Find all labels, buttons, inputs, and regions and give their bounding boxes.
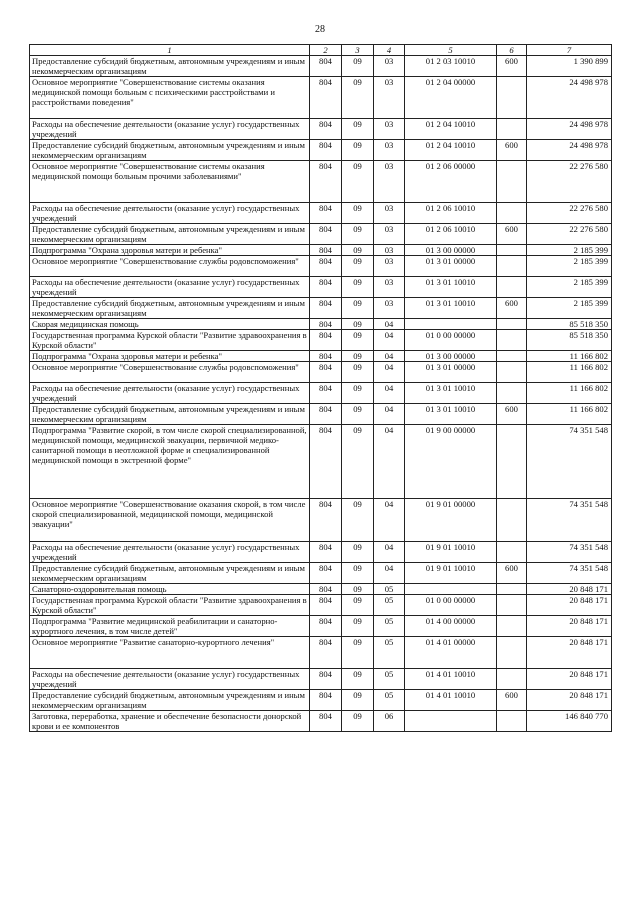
- table-row: [30, 542, 612, 563]
- row-target-article: 01 2 03 10010: [405, 56, 497, 77]
- row-expense-type: 600: [497, 140, 527, 161]
- row-description: Государственная программа Курской области "Развитие здравоохранения в Курской области": [30, 330, 310, 351]
- row-expense-type: 600: [497, 404, 527, 425]
- table-row: [30, 499, 612, 542]
- row-expense-type: 600: [497, 298, 527, 319]
- row-description: Предоставление субсидий бюджетным, автономным учреждениям и иным некоммерческим организациям: [30, 140, 310, 161]
- table-row: [30, 616, 612, 637]
- row-expense-type: [497, 319, 527, 330]
- row-code-subsection: 04: [374, 383, 405, 404]
- table-row: [30, 690, 612, 711]
- row-code-section: 09: [342, 119, 374, 140]
- row-expense-type: [497, 256, 527, 277]
- row-target-article: 01 3 00 00000: [405, 351, 497, 362]
- row-amount: 22 276 580: [527, 161, 612, 203]
- row-expense-type: [497, 542, 527, 563]
- row-code-department: 804: [310, 425, 342, 499]
- row-target-article: 01 4 01 10010: [405, 690, 497, 711]
- row-amount: 20 848 171: [527, 595, 612, 616]
- row-amount: 74 351 548: [527, 563, 612, 584]
- table-row: [30, 319, 612, 330]
- row-code-department: 804: [310, 298, 342, 319]
- row-amount: 1 390 899: [527, 56, 612, 77]
- table-row: [30, 351, 612, 362]
- table-row: [30, 637, 612, 669]
- row-amount: 24 498 978: [527, 77, 612, 119]
- table-row: [30, 140, 612, 161]
- row-target-article: 01 2 04 10010: [405, 140, 497, 161]
- row-description: Расходы на обеспечение деятельности (оказание услуг) государственных учреждений: [30, 383, 310, 404]
- row-code-department: 804: [310, 563, 342, 584]
- row-code-section: 09: [342, 319, 374, 330]
- row-expense-type: [497, 383, 527, 404]
- row-code-department: 804: [310, 616, 342, 637]
- row-description: Санаторно-оздоровительная помощь: [30, 584, 310, 595]
- row-code-department: 804: [310, 351, 342, 362]
- row-code-subsection: 05: [374, 637, 405, 669]
- table-row: [30, 595, 612, 616]
- row-code-department: 804: [310, 637, 342, 669]
- row-code-subsection: 03: [374, 56, 405, 77]
- table-row: [30, 330, 612, 351]
- table-row: [30, 56, 612, 77]
- row-amount: 2 185 399: [527, 298, 612, 319]
- row-code-section: 09: [342, 77, 374, 119]
- table-row: [30, 711, 612, 732]
- table-row: [30, 584, 612, 595]
- row-amount: 2 185 399: [527, 245, 612, 256]
- table-row: [30, 256, 612, 277]
- table-row: [30, 161, 612, 203]
- row-code-subsection: 05: [374, 584, 405, 595]
- column-header-5: 5: [405, 45, 497, 56]
- table-row: [30, 224, 612, 245]
- row-code-subsection: 04: [374, 362, 405, 383]
- row-code-department: 804: [310, 256, 342, 277]
- row-code-section: 09: [342, 616, 374, 637]
- row-code-subsection: 05: [374, 595, 405, 616]
- row-code-department: 804: [310, 595, 342, 616]
- row-expense-type: [497, 77, 527, 119]
- row-expense-type: [497, 595, 527, 616]
- row-code-department: 804: [310, 319, 342, 330]
- row-target-article: 01 4 01 00000: [405, 637, 497, 669]
- row-amount: 20 848 171: [527, 616, 612, 637]
- row-target-article: 01 3 01 10010: [405, 404, 497, 425]
- row-target-article: 01 2 06 00000: [405, 161, 497, 203]
- row-expense-type: [497, 637, 527, 669]
- row-code-department: 804: [310, 277, 342, 298]
- column-header-4: 4: [374, 45, 405, 56]
- row-target-article: 01 2 06 10010: [405, 203, 497, 224]
- row-amount: 24 498 978: [527, 140, 612, 161]
- row-description: Предоставление субсидий бюджетным, автономным учреждениям и иным некоммерческим организациям: [30, 298, 310, 319]
- row-description: Предоставление субсидий бюджетным, автономным учреждениям и иным некоммерческим организациям: [30, 690, 310, 711]
- row-code-department: 804: [310, 362, 342, 383]
- row-code-subsection: 03: [374, 203, 405, 224]
- table-row: [30, 119, 612, 140]
- row-code-subsection: 04: [374, 404, 405, 425]
- row-description: Основное мероприятие "Совершенствование системы оказания медицинской помощи больным прочими заболеваниями": [30, 161, 310, 203]
- row-target-article: 01 2 04 00000: [405, 77, 497, 119]
- row-amount: 22 276 580: [527, 203, 612, 224]
- row-target-article: 01 9 01 00000: [405, 499, 497, 542]
- row-amount: 20 848 171: [527, 669, 612, 690]
- row-description: Предоставление субсидий бюджетным, автономным учреждениям и иным некоммерческим организациям: [30, 404, 310, 425]
- row-code-section: 09: [342, 584, 374, 595]
- row-amount: 11 166 802: [527, 383, 612, 404]
- row-code-section: 09: [342, 690, 374, 711]
- row-target-article: 01 3 01 10010: [405, 383, 497, 404]
- row-expense-type: [497, 245, 527, 256]
- row-code-department: 804: [310, 77, 342, 119]
- row-expense-type: 600: [497, 563, 527, 584]
- row-code-department: 804: [310, 245, 342, 256]
- row-description: Расходы на обеспечение деятельности (оказание услуг) государственных учреждений: [30, 542, 310, 563]
- row-description: Предоставление субсидий бюджетным, автономным учреждениям и иным некоммерческим организациям: [30, 224, 310, 245]
- row-expense-type: [497, 616, 527, 637]
- row-code-subsection: 03: [374, 140, 405, 161]
- row-code-subsection: 03: [374, 298, 405, 319]
- row-code-subsection: 03: [374, 256, 405, 277]
- row-code-section: 09: [342, 425, 374, 499]
- row-code-subsection: 04: [374, 425, 405, 499]
- table-row: [30, 404, 612, 425]
- table-row: [30, 362, 612, 383]
- row-code-section: 09: [342, 298, 374, 319]
- row-code-subsection: 03: [374, 161, 405, 203]
- row-description: Предоставление субсидий бюджетным, автономным учреждениям и иным некоммерческим организациям: [30, 563, 310, 584]
- row-description: Подпрограмма "Развитие скорой, в том числе скорой специализированной, медицинской помощи, медицинской эвакуации, первичной медико-санитарной помощи в неотложной форме и специализированной медицинской помощи в экстренной форме": [30, 425, 310, 499]
- row-amount: 85 518 350: [527, 330, 612, 351]
- row-code-department: 804: [310, 56, 342, 77]
- row-code-department: 804: [310, 584, 342, 595]
- column-header-6: 6: [497, 45, 527, 56]
- row-code-subsection: 05: [374, 616, 405, 637]
- row-amount: 74 351 548: [527, 425, 612, 499]
- row-code-department: 804: [310, 711, 342, 732]
- row-code-section: 09: [342, 330, 374, 351]
- row-code-department: 804: [310, 203, 342, 224]
- row-target-article: 01 4 01 10010: [405, 669, 497, 690]
- row-target-article: 01 4 00 00000: [405, 616, 497, 637]
- row-amount: 85 518 350: [527, 319, 612, 330]
- row-code-subsection: 05: [374, 669, 405, 690]
- row-amount: 74 351 548: [527, 542, 612, 563]
- column-header-2: 2: [310, 45, 342, 56]
- row-expense-type: [497, 584, 527, 595]
- row-code-section: 09: [342, 56, 374, 77]
- page-number: 28: [315, 24, 325, 35]
- row-code-subsection: 03: [374, 119, 405, 140]
- row-expense-type: [497, 119, 527, 140]
- row-code-subsection: 03: [374, 77, 405, 119]
- row-description: Подпрограмма "Охрана здоровья матери и ребенка": [30, 351, 310, 362]
- row-description: Скорая медицинская помощь: [30, 319, 310, 330]
- row-code-department: 804: [310, 224, 342, 245]
- row-code-department: 804: [310, 119, 342, 140]
- row-code-section: 09: [342, 161, 374, 203]
- table-row: [30, 203, 612, 224]
- row-code-department: 804: [310, 330, 342, 351]
- row-description: Расходы на обеспечение деятельности (оказание услуг) государственных учреждений: [30, 203, 310, 224]
- row-target-article: 01 9 01 10010: [405, 542, 497, 563]
- row-target-article: 01 9 01 10010: [405, 563, 497, 584]
- row-code-subsection: 03: [374, 245, 405, 256]
- table-row: [30, 563, 612, 584]
- row-code-department: 804: [310, 161, 342, 203]
- table-row: [30, 77, 612, 119]
- row-code-section: 09: [342, 383, 374, 404]
- row-target-article: 01 2 04 10010: [405, 119, 497, 140]
- row-expense-type: [497, 203, 527, 224]
- row-amount: 2 185 399: [527, 256, 612, 277]
- row-amount: 146 840 770: [527, 711, 612, 732]
- row-code-subsection: 04: [374, 499, 405, 542]
- row-code-section: 09: [342, 140, 374, 161]
- table-row: [30, 425, 612, 499]
- row-expense-type: [497, 669, 527, 690]
- row-amount: 11 166 802: [527, 404, 612, 425]
- row-code-subsection: 04: [374, 319, 405, 330]
- row-description: Основное мероприятие "Совершенствование системы оказания медицинской помощи больным с психическими расстройствами и расстройствами поведения": [30, 77, 310, 119]
- row-code-subsection: 04: [374, 351, 405, 362]
- row-expense-type: 600: [497, 690, 527, 711]
- row-amount: 20 848 171: [527, 637, 612, 669]
- table-header-row: [30, 45, 612, 56]
- row-description: Подпрограмма "Развитие медицинской реабилитации и санаторно-курортного лечения, в том числе детей": [30, 616, 310, 637]
- row-amount: 20 848 171: [527, 584, 612, 595]
- table-row: [30, 245, 612, 256]
- row-amount: 2 185 399: [527, 277, 612, 298]
- row-description: Расходы на обеспечение деятельности (оказание услуг) государственных учреждений: [30, 119, 310, 140]
- row-description: Основное мероприятие "Совершенствование службы родовспоможения": [30, 362, 310, 383]
- column-header-7: 7: [527, 45, 612, 56]
- row-expense-type: [497, 277, 527, 298]
- row-expense-type: [497, 351, 527, 362]
- row-expense-type: [497, 711, 527, 732]
- row-description: Подпрограмма "Охрана здоровья матери и ребенка": [30, 245, 310, 256]
- row-description: Основное мероприятие "Совершенствование оказания скорой, в том числе скорой специализированной, медицинской помощи, медицинской эвакуации": [30, 499, 310, 542]
- table-row: [30, 298, 612, 319]
- row-description: Расходы на обеспечение деятельности (оказание услуг) государственных учреждений: [30, 277, 310, 298]
- row-expense-type: [497, 330, 527, 351]
- row-target-article: [405, 319, 497, 330]
- row-code-department: 804: [310, 140, 342, 161]
- row-code-subsection: 04: [374, 542, 405, 563]
- row-code-subsection: 06: [374, 711, 405, 732]
- row-code-section: 09: [342, 499, 374, 542]
- row-expense-type: 600: [497, 224, 527, 245]
- row-code-section: 09: [342, 277, 374, 298]
- row-amount: 24 498 978: [527, 119, 612, 140]
- row-code-department: 804: [310, 669, 342, 690]
- column-header-1: 1: [30, 45, 310, 56]
- table-row: [30, 383, 612, 404]
- row-target-article: 01 3 01 10010: [405, 277, 497, 298]
- row-expense-type: [497, 499, 527, 542]
- row-target-article: 01 9 00 00000: [405, 425, 497, 499]
- table-row: [30, 669, 612, 690]
- row-expense-type: [497, 425, 527, 499]
- row-description: Основное мероприятие "Совершенствование службы родовспоможения": [30, 256, 310, 277]
- row-target-article: 01 3 01 10010: [405, 298, 497, 319]
- row-code-subsection: 05: [374, 690, 405, 711]
- row-target-article: 01 3 01 00000: [405, 256, 497, 277]
- row-amount: 22 276 580: [527, 224, 612, 245]
- row-code-subsection: 04: [374, 330, 405, 351]
- row-code-section: 09: [342, 245, 374, 256]
- row-code-department: 804: [310, 383, 342, 404]
- row-code-department: 804: [310, 404, 342, 425]
- row-target-article: 01 3 01 00000: [405, 362, 497, 383]
- row-code-section: 09: [342, 362, 374, 383]
- row-description: Основное мероприятие "Развитие санаторно-курортного лечения": [30, 637, 310, 669]
- column-header-3: 3: [342, 45, 374, 56]
- row-description: Предоставление субсидий бюджетным, автономным учреждениям и иным некоммерческим организациям: [30, 56, 310, 77]
- row-amount: 11 166 802: [527, 351, 612, 362]
- row-target-article: [405, 711, 497, 732]
- row-code-department: 804: [310, 542, 342, 563]
- row-expense-type: [497, 362, 527, 383]
- row-expense-type: 600: [497, 56, 527, 77]
- row-code-subsection: 04: [374, 563, 405, 584]
- row-code-section: 09: [342, 711, 374, 732]
- row-code-section: 09: [342, 595, 374, 616]
- row-amount: 11 166 802: [527, 362, 612, 383]
- row-code-department: 804: [310, 499, 342, 542]
- row-description: Расходы на обеспечение деятельности (оказание услуг) государственных учреждений: [30, 669, 310, 690]
- table-row: [30, 277, 612, 298]
- row-code-section: 09: [342, 637, 374, 669]
- row-code-section: 09: [342, 563, 374, 584]
- row-code-section: 09: [342, 256, 374, 277]
- row-amount: 74 351 548: [527, 499, 612, 542]
- budget-table: [29, 44, 612, 732]
- row-code-section: 09: [342, 203, 374, 224]
- row-code-department: 804: [310, 690, 342, 711]
- row-target-article: 01 3 00 00000: [405, 245, 497, 256]
- row-code-subsection: 03: [374, 277, 405, 298]
- row-code-section: 09: [342, 669, 374, 690]
- row-target-article: 01 0 00 00000: [405, 595, 497, 616]
- row-target-article: [405, 584, 497, 595]
- row-description: Государственная программа Курской области "Развитие здравоохранения в Курской области": [30, 595, 310, 616]
- row-code-subsection: 03: [374, 224, 405, 245]
- row-code-section: 09: [342, 542, 374, 563]
- row-code-section: 09: [342, 404, 374, 425]
- row-target-article: 01 0 00 00000: [405, 330, 497, 351]
- row-code-section: 09: [342, 351, 374, 362]
- row-target-article: 01 2 06 10010: [405, 224, 497, 245]
- row-amount: 20 848 171: [527, 690, 612, 711]
- row-expense-type: [497, 161, 527, 203]
- row-description: Заготовка, переработка, хранение и обеспечение безопасности донорской крови и ее компонентов: [30, 711, 310, 732]
- row-code-section: 09: [342, 224, 374, 245]
